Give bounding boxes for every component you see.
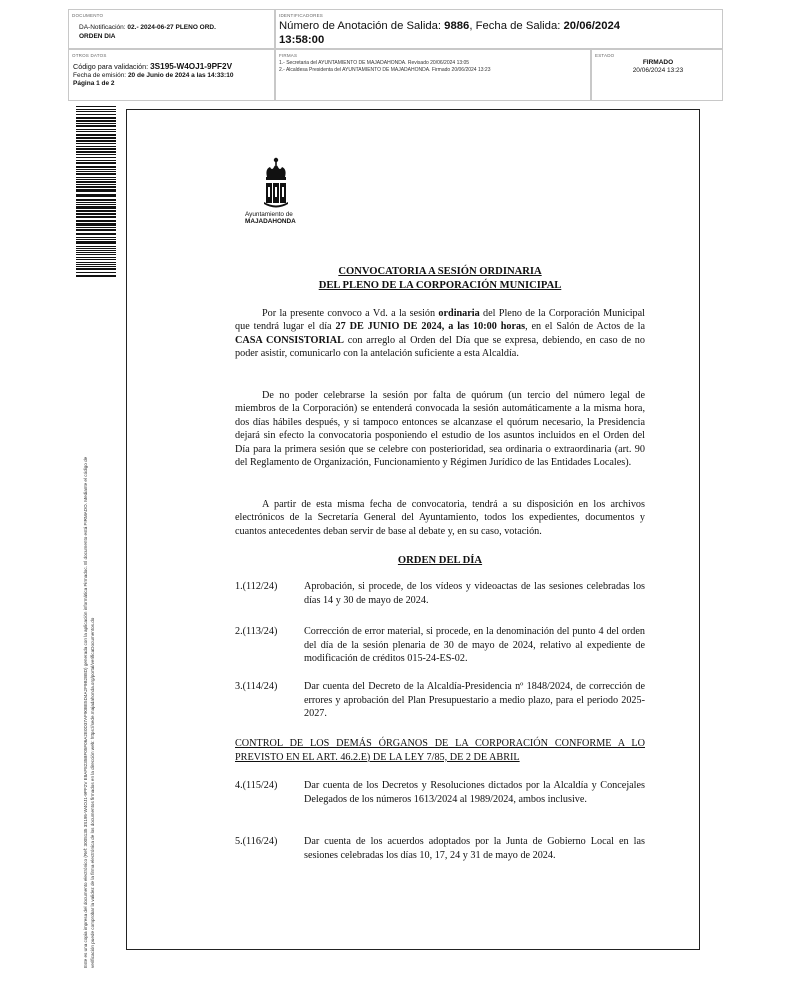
- barcode-bar: [76, 257, 116, 258]
- barcode-bar: [76, 111, 116, 112]
- barcode-bar: [76, 233, 116, 235]
- crown-crest-icon: [245, 157, 309, 209]
- document-title-line2: DEL PLENO DE LA CORPORACIÓN MUNICIPAL: [318, 280, 562, 291]
- barcode-bar: [76, 154, 116, 155]
- barcode-bar: [76, 213, 116, 215]
- barcode-bar: [76, 264, 116, 265]
- barcode-bar: [76, 206, 116, 209]
- otros-datos-label: OTROS DATOS: [72, 53, 107, 58]
- fecha-emision-label: Fecha de emisión:: [73, 72, 127, 79]
- control-section-title: CONTROL DE LOS DEMÁS ÓRGANOS DE LA CORPORACIÓN CONFORME A LO PREVISTO EN EL ART. 46.2.E) DE LA LEY 7/85, DE 2 DE ABRIL: [235, 738, 645, 763]
- header-identificadores-cell: [275, 9, 723, 49]
- barcode-bar: [76, 179, 116, 180]
- sidebar-verification-text-1: Este es una copia impresa del documento electrónico (Ref: 3005135 3S195-W4OJ1-9PF2V E8AF8235BF05F06A2E0D37AF90BE5D4A2F9B2B8D) generada con la aplicación informática Firmadoc. El documento está FIRMADO. Mediante el código de: [83, 456, 88, 968]
- logo-text-line1: Ayuntamiento de: [245, 211, 293, 218]
- item-text-1: Aprobación, si procede, de los vídeos y videoactas de las sesiones celebradas los días 14 y 30 de mayo de 2024.: [304, 581, 645, 606]
- documento-prefix: DA-Notificación:: [79, 24, 126, 31]
- barcode-bar: [76, 227, 116, 228]
- barcode-bar: [76, 157, 116, 158]
- barcode-bar: [76, 248, 116, 249]
- documento-line1: [79, 24, 216, 32]
- estado-value: FIRMADO: [642, 59, 674, 66]
- municipal-logo: [245, 157, 309, 227]
- barcode-bar: [76, 189, 116, 192]
- logo-text-line2: MAJADAHONDA: [245, 218, 296, 225]
- barcode-bar: [76, 109, 116, 110]
- barcode-bar: [76, 241, 116, 244]
- identificadores-text: [279, 19, 679, 47]
- fecha-salida: 20/06/2024: [563, 20, 621, 32]
- barcode-bar: [76, 220, 116, 222]
- barcode-bar: [76, 250, 116, 251]
- barcode-bar: [76, 125, 116, 127]
- paragraph-quorum: De no poder celebrarse la sesión por falta de quórum (un tercio del número legal de miembros de la Corporación) se entenderá convocada la sesión automáticamente a la misma hora, dos días hábiles después, y si tampoco entonces se alcanzase el quórum necesario, la Presidencia dejará sin efecto la convocatoria posponiendo el estudio de los asuntos incluidos en el Orden del Día para la primera sesión que se celebre con posterioridad, sea ordinaria o extraordinaria (art. 90 del Reglamento de Organización, Funcionamiento y Régimen Jurídico de las Entidades Locales).: [235, 390, 645, 469]
- barcode-bar: [76, 131, 116, 132]
- barcode-bar: [76, 216, 116, 218]
- identificadores-middle: , Fecha de Salida:: [469, 20, 561, 32]
- item-number-4: 4.(115/24): [235, 780, 278, 791]
- barcode-bar: [76, 166, 116, 168]
- barcode-bar: [76, 129, 116, 130]
- barcode-bar: [76, 117, 116, 119]
- barcode-bar: [76, 169, 116, 170]
- barcode-bar: [76, 148, 116, 150]
- barcode-bar: [76, 259, 116, 260]
- header-estado-cell: [591, 49, 723, 101]
- item-number-3: 3.(114/24): [235, 681, 278, 692]
- barcode-bar: [76, 173, 116, 175]
- fecha-emision-line: [73, 72, 233, 80]
- header-otros-datos-cell: [68, 49, 275, 101]
- barcode-bar: [76, 171, 116, 172]
- firmas-label: FIRMAS: [279, 53, 298, 58]
- barcode-bar: [76, 246, 116, 247]
- barcode-bar: [76, 140, 116, 142]
- barcode-bar: [76, 202, 116, 203]
- firma-item-1: 1.- Secretaria del AYUNTAMIENTO DE MAJADAHONDA. Revisado 20/06/2024 13:05: [279, 60, 470, 66]
- p1-part-c: del Pleno de la Corporación Municipal que tendrá lugar el día: [235, 308, 645, 333]
- barcode-bar: [76, 123, 116, 124]
- barcode-bar: [76, 199, 116, 201]
- pagina-info: Página 1 de 2: [73, 80, 115, 87]
- firma-item-2: 2.- Alcaldesa Presidenta del AYUNTAMIENTO DE MAJADAHONDA. Firmado 20/06/2024 13:23: [279, 67, 491, 73]
- item-text-3: Dar cuenta del Decreto de la Alcaldía-Presidencia nº 1848/2024, de corrección de errores y aprobación del Plan Presupuestario a medio plazo, para el periodo 2025-2027.: [304, 681, 645, 720]
- paragraph-disposicion: A partir de esta misma fecha de convocatoria, tendrá a su disposición en los archivos electrónicos de la Secretaría General del Ayuntamiento, todos los expedientes, documentos y cuantos antecedentes deban servir de base al debate y, en su caso, votación.: [235, 499, 645, 537]
- barcode-bar: [76, 262, 116, 263]
- documento-line2: ORDEN DIA: [79, 33, 116, 40]
- codigo-validacion-line: [73, 62, 232, 71]
- barcode-bar: [76, 229, 116, 231]
- barcode-bar: [76, 204, 116, 205]
- barcode: [76, 106, 116, 276]
- orden-del-dia-title: ORDEN DEL DÍA: [397, 555, 483, 566]
- p1-bold-lugar: CASA CONSISTORIAL: [235, 334, 344, 346]
- p1-part-e: , en el Salón de Actos de la: [525, 321, 646, 333]
- hora-salida: 13:58:00: [279, 34, 325, 46]
- documento-bold-text: 02.- 2024-06-27 PLENO ORD.: [127, 24, 216, 31]
- barcode-bar: [76, 114, 116, 115]
- p1-bold-fecha: 27 DE JUNIO DE 2024, a las 10:00 horas: [335, 321, 526, 333]
- header-firmas-cell: [275, 49, 591, 101]
- numero-anotacion: 9886: [444, 20, 470, 32]
- barcode-bar: [76, 275, 116, 277]
- barcode-bar: [76, 143, 116, 144]
- item-number-2: 2.(113/24): [235, 626, 278, 637]
- item-text-2: Corrección de error material, si procede, en la denominación del punto 4 del orden del día de la sesión plenaria de 30 de mayo de 2024, relativo al expediente de modificación de créditos 015-24-ES-02.: [304, 626, 645, 665]
- barcode-bar: [76, 106, 116, 107]
- barcode-bar: [76, 194, 116, 197]
- item-number-1: 1.(112/24): [235, 581, 278, 592]
- barcode-bar: [76, 160, 116, 161]
- barcode-bar: [76, 177, 116, 178]
- barcode-bar: [76, 272, 116, 273]
- barcode-bar: [76, 268, 116, 270]
- estado-fecha: 20/06/2024 13:23: [632, 67, 684, 74]
- estado-label: ESTADO: [595, 53, 615, 58]
- codigo-validacion-label: Código para validación:: [73, 62, 149, 71]
- p1-part-g: con arreglo al Orden del Día que se expresa, debiendo, en caso de no poder asistir, comunicarlo con la antelación suficiente a esta Alcaldía.: [235, 334, 645, 360]
- barcode-bar: [76, 162, 116, 164]
- barcode-bar: [76, 151, 116, 153]
- codigo-validacion: 3S195-W4OJ1-9PF2V: [150, 62, 233, 71]
- barcode-bar: [76, 186, 116, 188]
- barcode-bar: [76, 223, 116, 226]
- barcode-bar: [76, 181, 116, 183]
- paragraph-convocatoria: [235, 307, 645, 361]
- barcode-bar: [76, 146, 116, 147]
- barcode-bar: [76, 210, 116, 212]
- identificadores-prefix: Número de Anotación de Salida:: [279, 20, 442, 32]
- item-text-5: Dar cuenta de los acuerdos adoptados por la Junta de Gobierno Local en las sesiones celebradas los días 10, 17, 24 y 31 de mayo de 2024.: [304, 836, 645, 861]
- header-documento-cell: [68, 9, 275, 49]
- p1-bold-ordinaria: ordinaria: [438, 308, 480, 319]
- item-text-4: Dar cuenta de los Decretos y Resoluciones dictados por la Alcaldía y Concejales Delegados de los números 1613/2024 al 1989/2024, ambos inclusive.: [304, 780, 645, 805]
- barcode-bar: [76, 239, 116, 240]
- barcode-bar: [76, 184, 116, 185]
- p1-part-a: Por la presente convoco a Vd. a la sesión: [262, 308, 439, 319]
- barcode-bar: [76, 137, 116, 139]
- barcode-bar: [76, 237, 116, 238]
- barcode-bar: [76, 254, 116, 255]
- sidebar-verification-text-2: verificación puede comprobar la validez de la firma electrónica de los documentos firmados en la dirección web: https://sede.majadahonda.org/portal/verificaDocumentos.do: [90, 617, 95, 968]
- identificadores-label: IDENTIFICADORES: [279, 13, 324, 18]
- item-number-5: 5.(116/24): [235, 836, 278, 847]
- fecha-emision: 20 de Junio de 2024 a las 14:33:10: [127, 72, 234, 79]
- barcode-bar: [76, 120, 116, 122]
- barcode-bar: [76, 266, 116, 267]
- documento-label: DOCUMENTO: [72, 13, 104, 18]
- document-title-line1: CONVOCATORIA A SESIÓN ORDINARIA: [338, 266, 542, 277]
- barcode-bar: [76, 134, 116, 136]
- barcode-bar: [76, 252, 116, 253]
